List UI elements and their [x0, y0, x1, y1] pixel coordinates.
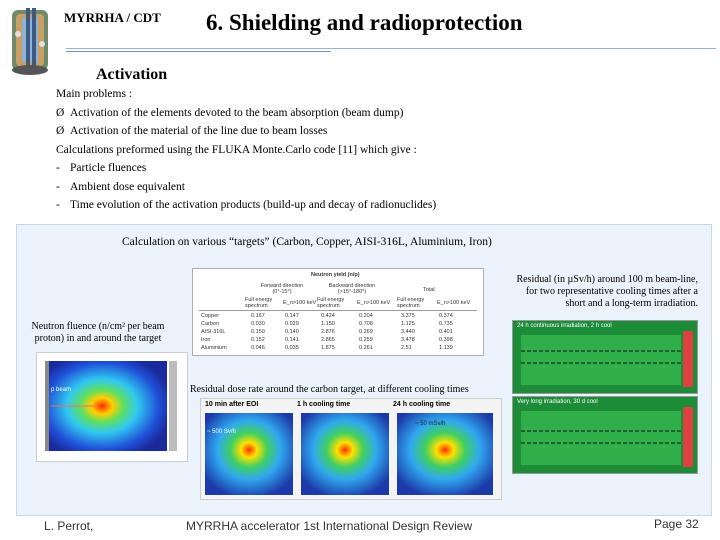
table-col-header: E_n>100 keV [437, 300, 471, 306]
cooling-time-label: 1 h cooling time [297, 401, 351, 408]
residual-note: Residual (in µSv/h) around 100 m beam-line, for two representative cooling times after a short and a long-term irradiation. [516, 274, 698, 309]
page-number: Page 32 [654, 517, 699, 531]
plot-title: Very long irradiation, 30 d cool [517, 399, 598, 405]
table-col-header: E_n>100 keV [283, 300, 317, 306]
cooling-time-label: 10 min after EOI [205, 401, 259, 408]
table-title: Neutron yield (n/p) [311, 272, 360, 278]
table-col-header: E_n>100 keV [357, 300, 391, 306]
title-divider [66, 48, 716, 49]
slide-title: 6. Shielding and radioprotection [206, 10, 523, 35]
footer-event: MYRRHA accelerator 1st International Design Review [186, 519, 473, 533]
dose-rate-maps [200, 398, 502, 500]
residual-dose-plot-short [512, 320, 698, 394]
neutron-fluence-map [36, 352, 188, 462]
table-col-header: Full energy spectrum [397, 297, 425, 309]
table-col-header: Full energy spectrum [317, 297, 345, 309]
footer-author: L. Perrot, [44, 519, 94, 533]
table-group-header: Backward direction (>15°-180°) [328, 283, 376, 295]
title-divider-accent [66, 51, 331, 52]
organization-label: MYRRHA / CDT [64, 10, 161, 25]
proton-beam-label: p beam [51, 387, 72, 393]
body-line: Ø Activation of the elements devoted to the beam absorption (beam dump) [56, 107, 404, 119]
body-line: Calculations preformed using the FLUKA Monte.Carlo code [11] which give : [56, 144, 417, 156]
arrow-bullet-icon: Ø [56, 107, 65, 119]
table-group-header: Total [423, 287, 435, 293]
body-line: - Ambient dose equivalent [56, 181, 185, 193]
dash-bullet: - [56, 199, 60, 211]
dose-rate-caption: Residual dose rate around the carbon target, at different cooling times [190, 384, 469, 395]
neutron-fluence-note: Neutron fluence (n/cm² per beam proton) in and around the target [31, 321, 165, 344]
plot-title: 24 h continuous irradiation, 2 h cool [517, 323, 612, 329]
neutron-yield-table: Neutron yield (n/p) Forward direction (0°-15°) Backward direction (>15°-180°) Total Full energy spectrum E_n>100 keV Full energy spectrum E_n>100 keV Full energy spectrum E_n>100 keV Copper 0.167 0.147 0.424 0.204 3.375 0.374 Carbon 0.030 0.029 1.150 0.708 1.125 0.735 AISI-316L 0.150 0.140 2.876 0.269 3.440 0.401 Iron 0.152 0.141 2.865 0.259 3.478 0.398 Aluminium 0.046 0.035 1.875 0.261 2.51 1.139 [192, 268, 484, 356]
arrow-bullet-icon: Ø [56, 125, 65, 137]
myrrha-reactor-logo [4, 4, 56, 78]
panel-title: Calculation on various “targets” (Carbon, Copper, AISI-316L, Aluminium, Iron) [122, 236, 492, 248]
cooling-time-label: 24 h cooling time [393, 401, 451, 408]
table-col-header: Full energy spectrum [245, 297, 273, 309]
dose-label: ~ 50 mSv/h [415, 421, 446, 427]
body-line: Ø Activation of the material of the line due to beam losses [56, 125, 328, 137]
body-line: - Time evolution of the activation products (build-up and decay of radionuclides) [56, 199, 437, 211]
residual-dose-plot-long [512, 396, 698, 474]
body-line: Main problems : [56, 88, 133, 100]
section-heading: Activation [96, 66, 168, 83]
table-divider [199, 310, 477, 311]
body-line: - Particle fluences [56, 162, 147, 174]
dash-bullet: - [56, 162, 60, 174]
dash-bullet: - [56, 181, 60, 193]
dose-label: ~ 500 Sv/h [207, 429, 236, 435]
table-group-header: Forward direction (0°-15°) [260, 283, 304, 295]
